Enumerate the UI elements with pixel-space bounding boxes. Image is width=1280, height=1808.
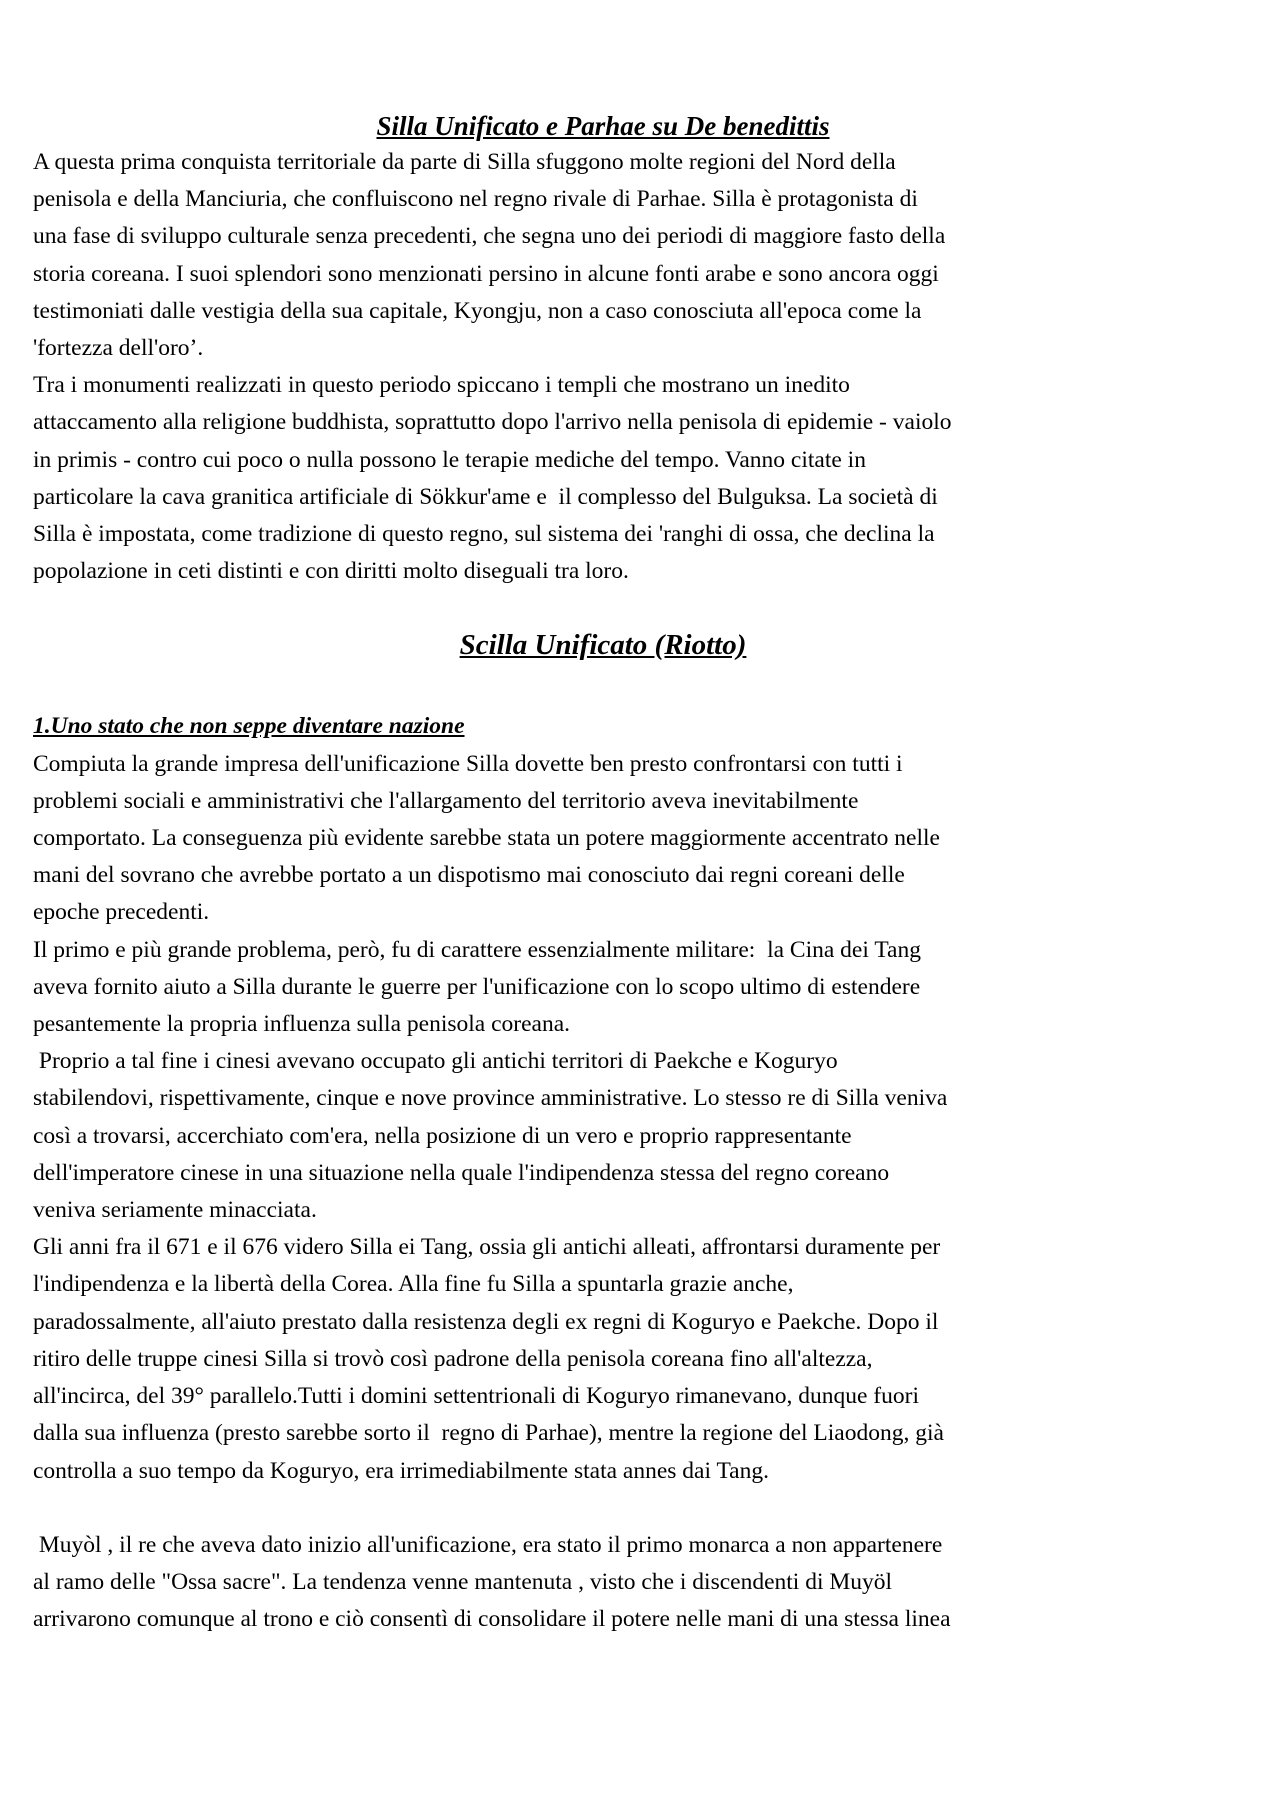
text-line: Gli anni fra il 671 e il 676 videro Silla ei Tang, ossia gli antichi alleati, affrontarsi duramente per	[33, 1234, 941, 1261]
document-page	[33, 108, 1173, 1638]
text-line: comportato. La conseguenza più evidente sarebbe stata un potere maggiormente accentrato nelle	[33, 825, 940, 852]
text-line: Silla è impostata, come tradizione di questo regno, sul sistema dei 'ranghi di ossa, che declina la	[33, 521, 935, 548]
text-line: A questa prima conquista territoriale da parte di Silla sfuggono molte regioni del Nord della	[33, 149, 896, 175]
text-line: problemi sociali e amministrativi che l'allargamento del territorio aveva inevitabilmente	[33, 787, 859, 814]
text-line: Proprio a tal fine i cinesi avevano occupato gli antichi territori di Paekche e Koguryo	[33, 1048, 838, 1075]
paragraph	[33, 1229, 1173, 1489]
text-line: una fase di sviluppo culturale senza precedenti, che segna uno dei periodi di maggiore fasto della	[33, 223, 946, 250]
text-line: popolazione in ceti distinti e con diritti molto diseguali tra loro.	[33, 558, 629, 585]
text-line: testimoniati dalle vestigia della sua capitale, Kyongju, non a caso conosciuta all'epoca come la	[33, 297, 922, 324]
spacer	[33, 590, 1173, 625]
paragraph	[33, 367, 1173, 590]
text-line: all'incirca, del 39° parallelo.Tutti i domini settentrionali di Koguryo rimanevano, dunque fuori	[33, 1383, 919, 1410]
text-line: dell'imperatore cinese in una situazione nella quale l'indipendenza stessa del regno coreano	[33, 1159, 890, 1186]
text-line: mani del sovrano che avrebbe portato a un dispotismo mai conosciuto dai regni coreani delle	[33, 862, 905, 889]
text-line: Compiuta la grande impresa dell'unificazione Silla dovette ben presto confrontarsi con tutti i	[33, 750, 903, 777]
section-title-scilla-unificato: Scilla Unificato (Riotto)	[459, 629, 747, 662]
section2-body	[33, 746, 1173, 1639]
section1-body	[33, 144, 1173, 590]
text-line: stabilendovi, rispettivamente, cinque e nove province amministrative. Lo stesso re di Silla veniva	[33, 1085, 948, 1112]
text-line: aveva fornito aiuto a Silla durante le guerre per l'unificazione con lo scopo ultimo di estendere	[33, 973, 921, 1000]
paragraph	[33, 1527, 1173, 1639]
text-line: ritiro delle truppe cinesi Silla si trovò così padrone della penisola coreana fino all'altezza,	[33, 1345, 873, 1372]
text-line: Tra i monumenti realizzati in questo periodo spiccano i templi che mostrano un inedito	[33, 372, 850, 399]
text-line: l'indipendenza e la libertà della Corea. Alla fine fu Silla a spuntarla grazie anche,	[33, 1271, 794, 1298]
text-line: storia coreana. I suoi splendori sono menzionati persino in alcune fonti arabe e sono ancora oggi	[33, 260, 939, 287]
text-line: pesantemente la propria influenza sulla penisola coreana.	[33, 1011, 571, 1038]
blank-line	[33, 1490, 1173, 1527]
paragraph	[33, 1043, 1173, 1229]
text-line: in primis - contro cui poco o nulla possono le terapie mediche del tempo. Vanno citate in	[33, 446, 866, 473]
text-line: attaccamento alla religione buddhista, soprattutto dopo l'arrivo nella penisola di epidemie - vaiolo	[33, 409, 952, 436]
paragraph	[33, 932, 1173, 1044]
text-line: Muyòl , il re che aveva dato inizio all'unificazione, era stato il primo monarca a non appartenere	[33, 1531, 943, 1558]
text-line: epoche precedenti.	[33, 899, 210, 926]
text-line: penisola e della Manciuria, che confluiscono nel regno rivale di Parhae. Silla è protagonista di	[33, 186, 918, 213]
text-line: paradossalmente, all'aiuto prestato dalla resistenza degli ex regni di Koguryo e Paekche. Dopo il	[33, 1308, 939, 1335]
text-line: dalla sua influenza (presto sarebbe sorto il regno di Parhae), mentre la regione del Liaodong, già	[33, 1420, 944, 1447]
spacer	[33, 665, 1173, 708]
text-line: così a trovarsi, accerchiato com'era, nella posizione di un vero e proprio rappresentante	[33, 1122, 852, 1149]
text-line: arrivarono comunque al trono e ciò consentì di consolidare il potere nelle mani di una stessa linea	[33, 1606, 951, 1633]
paragraph	[33, 746, 1173, 932]
text-line: 'fortezza dell'oro’.	[33, 335, 204, 362]
text-line: veniva seriamente minacciata.	[33, 1197, 317, 1224]
text-line: al ramo delle "Ossa sacre". La tendenza venne mantenuta , visto che i discendenti di Muyöl	[33, 1568, 893, 1595]
paragraph	[33, 144, 1173, 367]
subheading: 1.Uno stato che non seppe diventare nazione	[33, 713, 465, 740]
text-line: controlla a suo tempo da Koguryo, era irrimediabilmente stata annes dai Tang.	[33, 1457, 769, 1484]
section-title-silla-parhae: Silla Unificato e Parhae su De benedittis	[376, 111, 830, 141]
text-line: Il primo e più grande problema, però, fu di carattere essenzialmente militare: la Cina dei Tang	[33, 936, 921, 963]
text-line: particolare la cava granitica artificiale di Sökkur'ame e il complesso del Bulguksa. La società di	[33, 483, 938, 510]
